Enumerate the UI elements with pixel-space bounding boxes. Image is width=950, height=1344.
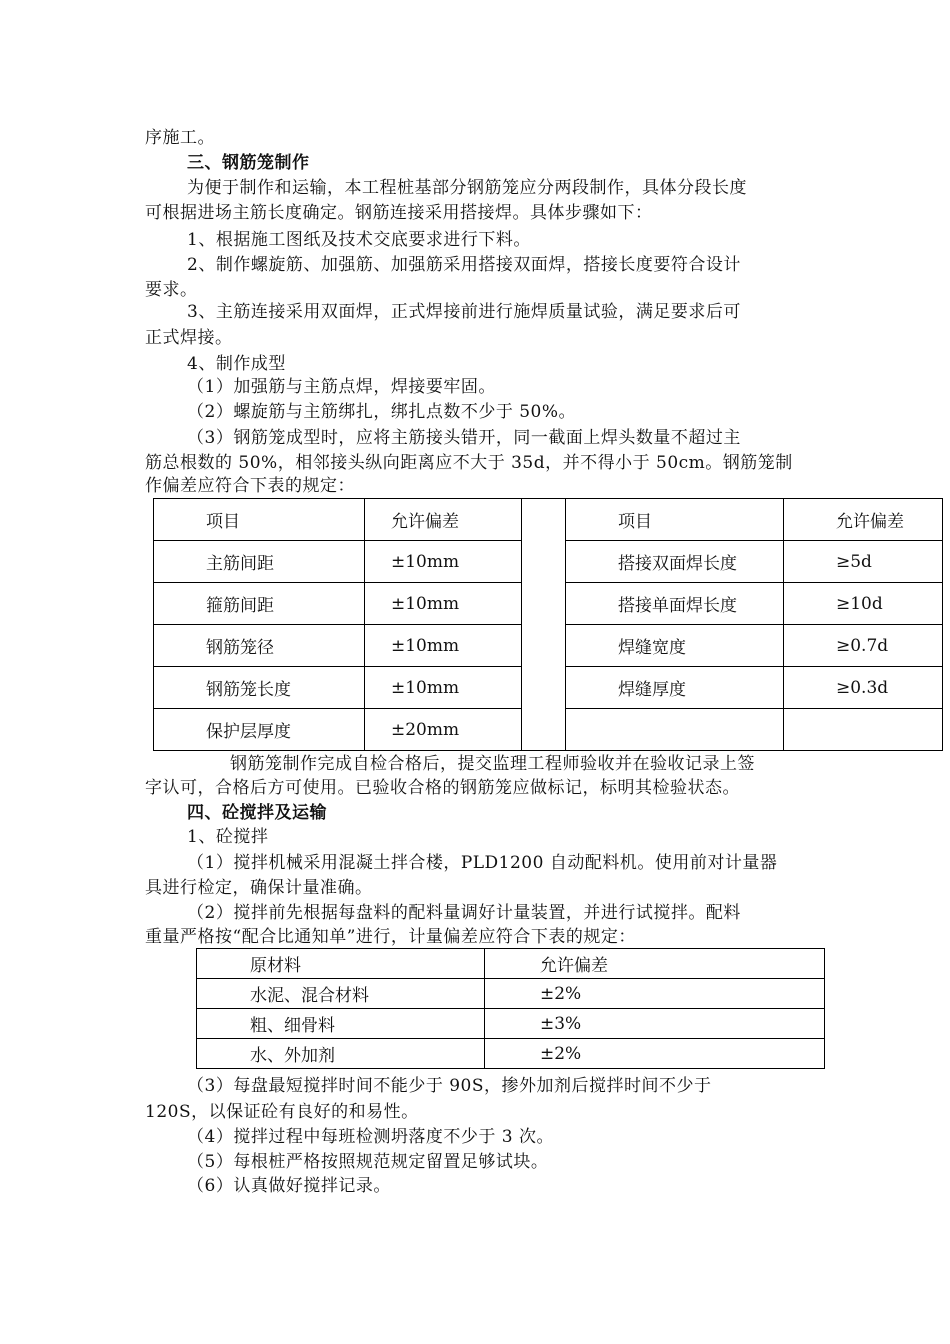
table-cell: 钢筋笼径 [154,625,365,667]
paragraph-line: 可根据进场主筋长度确定。钢筋连接采用搭接焊。具体步骤如下： [145,203,653,223]
table-cell: 钢筋笼长度 [154,667,365,709]
table-header-row [197,949,825,979]
paragraph-line: 2、制作螺旋筋、加强筋、加强筋采用搭接双面焊，搭接长度要符合设计 [187,255,741,275]
paragraph-line: 1、砼搅拌 [187,827,269,847]
table-row [197,1009,825,1039]
paragraph-line: （3）每盘最短搅拌时间不能少于 90S，掺外加剂后搅拌时间不少于 [187,1076,712,1096]
paragraph-line: （4）搅拌过程中每班检测坍落度不少于 3 次。 [187,1127,554,1147]
table-cell: 粗、细骨料 [197,1009,485,1039]
paragraph-line: （1）加强筋与主筋点焊，焊接要牢固。 [187,377,496,397]
rebar-cage-tolerance-table [153,498,943,751]
table-cell: 保护层厚度 [154,709,365,751]
batching-tolerance-table [196,948,825,1069]
paragraph-line: （1）搅拌机械采用混凝土拌合楼，PLD1200 自动配料机。使用前对计量器 [187,853,778,873]
table-header-row [154,499,943,541]
paragraph-line: 钢筋笼制作完成自检合格后，提交监理工程师验收并在验收记录上签 [230,754,755,774]
table-cell: ≥5d [784,541,943,583]
table-header-cell: 项目 [154,499,365,541]
table-cell: ±2% [485,1039,825,1069]
paragraph-line: （6）认真做好搅拌记录。 [187,1176,391,1196]
table-cell: 焊缝宽度 [566,625,784,667]
paragraph-line: 字认可，合格后方可使用。已验收合格的钢筋笼应做标记，标明其检验状态。 [145,778,740,798]
paragraph-line: 120S，以保证砼有良好的和易性。 [145,1102,419,1122]
table-cell: ±3% [485,1009,825,1039]
table-cell: 箍筋间距 [154,583,365,625]
table-cell [784,709,943,751]
table-cell: 搭接单面焊长度 [566,583,784,625]
table-cell: ±10mm [365,583,522,625]
table-cell: ±10mm [365,625,522,667]
table-cell: 水、外加剂 [197,1039,485,1069]
paragraph-line: 筋总根数的 50%，相邻接头纵向距离应不大于 35d，并不得小于 50cm。钢筋笼制 [145,453,793,473]
table-header-cell: 原材料 [197,949,485,979]
paragraph-line: （3）钢筋笼成型时，应将主筋接头错开，同一截面上焊头数量不超过主 [187,428,741,448]
paragraph-line: 要求。 [145,280,198,300]
table-cell: 搭接双面焊长度 [566,541,784,583]
paragraph-line: 具进行检定，确保计量准确。 [145,878,373,898]
table-cell: ±10mm [365,541,522,583]
paragraph-line: 1、根据施工图纸及技术交底要求进行下料。 [187,230,531,250]
table-cell: ≥0.3d [784,667,943,709]
table-cell: ±20mm [365,709,522,751]
table-cell: 水泥、混合材料 [197,979,485,1009]
table-header-cell: 项目 [566,499,784,541]
table-header-cell: 允许偏差 [784,499,943,541]
table-row [197,1039,825,1069]
table-header-cell: 允许偏差 [485,949,825,979]
section-heading: 三、钢筋笼制作 [187,153,310,173]
table-row [197,979,825,1009]
paragraph-line: 作偏差应符合下表的规定： [145,476,355,496]
paragraph-line: （2）搅拌前先根据每盘料的配料量调好计量装置，并进行试搅拌。配料 [187,903,741,923]
table-cell: ≥10d [784,583,943,625]
section-heading: 四、砼搅拌及运输 [187,803,327,823]
paragraph-line: （2）螺旋筋与主筋绑扎，绑扎点数不少于 50%。 [187,402,577,422]
table-cell: ±2% [485,979,825,1009]
table-cell: 主筋间距 [154,541,365,583]
paragraph-line: 序施工。 [145,128,215,148]
table-cell [566,709,784,751]
paragraph-line: 为便于制作和运输，本工程桩基部分钢筋笼应分两段制作，具体分段长度 [187,178,747,198]
paragraph-line: 3、主筋连接采用双面焊，正式焊接前进行施焊质量试验，满足要求后可 [187,302,741,322]
table-cell: ±10mm [365,667,522,709]
paragraph-line: 4、制作成型 [187,354,286,374]
table-gap [522,499,566,751]
table-cell: ≥0.7d [784,625,943,667]
paragraph-line: （5）每根桩严格按照规范规定留置足够试块。 [187,1152,549,1172]
paragraph-line: 重量严格按“配合比通知单”进行，计量偏差应符合下表的规定： [145,927,636,947]
table-cell: 焊缝厚度 [566,667,784,709]
paragraph-line: 正式焊接。 [145,328,233,348]
table-header-cell: 允许偏差 [365,499,522,541]
